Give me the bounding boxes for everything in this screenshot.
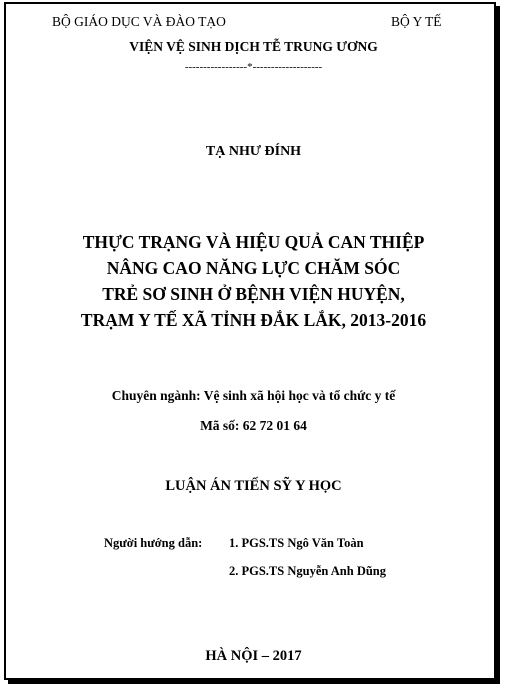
major-code: Mã số: 62 72 01 64 xyxy=(200,418,307,433)
institute-name: VIỆN VỆ SINH DỊCH TỄ TRUNG ƯƠNG xyxy=(129,39,378,54)
ministry-education: BỘ GIÁO DỤC VÀ ĐÀO TẠO xyxy=(52,14,226,29)
supervisor-first: 1. PGS.TS Ngô Văn Toàn xyxy=(229,536,364,550)
thesis-title-line: THỰC TRẠNG VÀ HIỆU QUẢ CAN THIỆP xyxy=(82,232,425,252)
degree-title: LUẬN ÁN TIẾN SỸ Y HỌC xyxy=(165,478,342,494)
major-field: Chuyên ngành: Vệ sinh xã hội học và tổ chức y tế xyxy=(111,388,396,403)
thesis-title-line: NÂNG CAO NĂNG LỰC CHĂM SÓC xyxy=(106,258,401,278)
thesis-title-line: TRẠM Y TẾ XÃ TỈNH ĐẮK LẮK, 2013-2016 xyxy=(80,310,427,330)
header-divider: -----------------*------------------- xyxy=(184,61,323,73)
ministry-health: BỘ Y TẾ xyxy=(391,14,442,29)
place-year: HÀ NỘI – 2017 xyxy=(205,648,302,664)
page-border xyxy=(4,2,496,680)
author-name: TẠ NHƯ ĐÍNH xyxy=(205,144,302,159)
thesis-title-line: TRẺ SƠ SINH Ở BỆNH VIỆN HUYỆN, xyxy=(102,284,405,304)
supervisor-second: 2. PGS.TS Nguyễn Anh Dũng xyxy=(229,564,387,578)
supervisor-label: Người hướng dẫn: xyxy=(104,536,203,550)
